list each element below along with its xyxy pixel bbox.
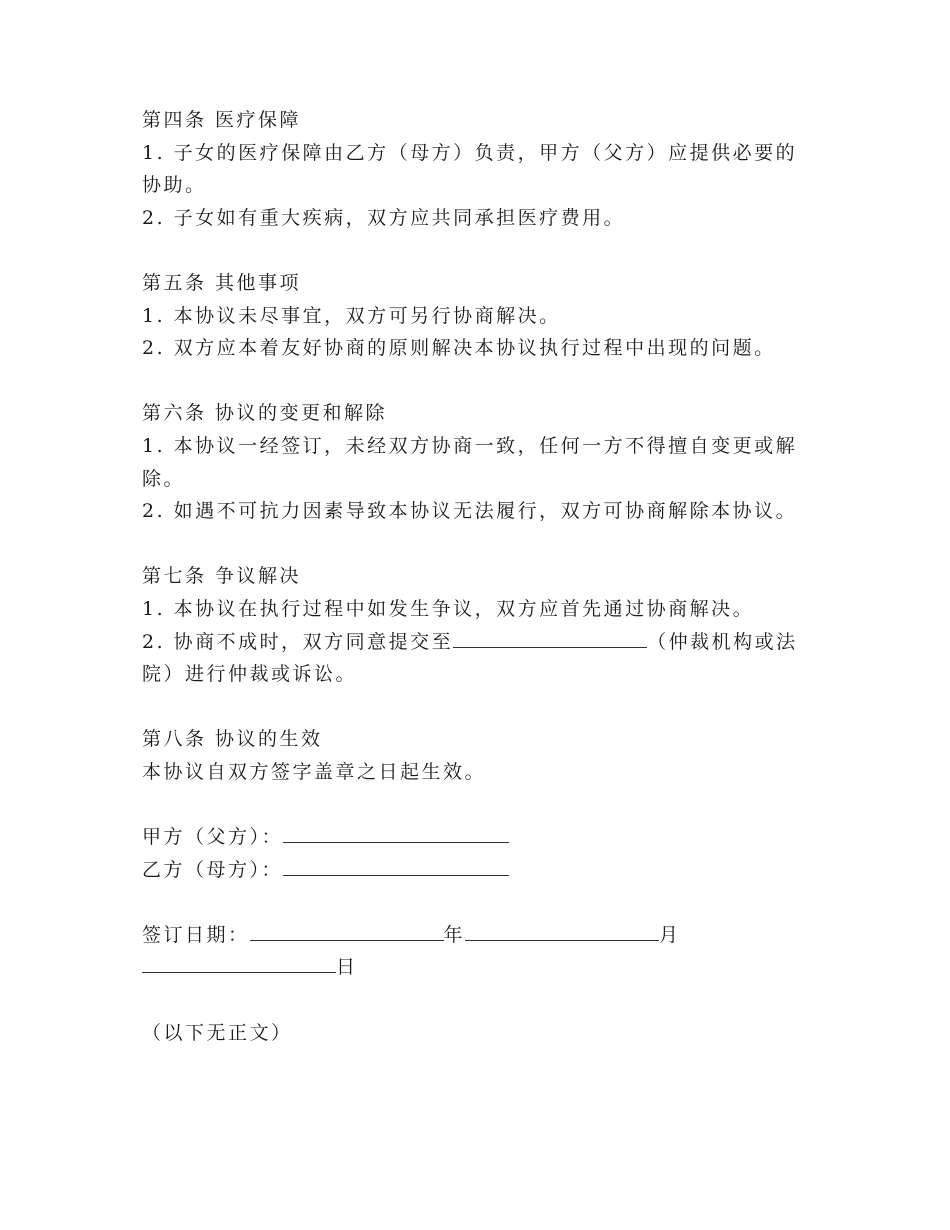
party-a-label: 甲方（父方）： — [142, 826, 284, 849]
clause-line-with-blank — [142, 626, 822, 659]
closing-note: （以下无正文） — [142, 1021, 293, 1044]
clause-line: 2. 子女如有重大疾病，双方应共同承担医疗费用。 — [142, 206, 626, 229]
month-field[interactable] — [465, 920, 659, 941]
clause-line: 1. 本协议未尽事宜，双方可另行协商解决。 — [142, 304, 561, 327]
signing-date-block — [142, 919, 822, 984]
clause-line: 2. 双方应本着友好协商的原则解决本协议执行过程中出现的问题。 — [142, 337, 776, 360]
spacer — [142, 984, 822, 1017]
article-heading: 第七条 争议解决 — [142, 565, 302, 588]
clause-line: 2. 如遇不可抗力因素导致本协议无法履行，双方可协商解除本协议。 — [142, 500, 798, 523]
article-heading: 第六条 协议的变更和解除 — [142, 402, 388, 425]
clause-line: 1. 子女的医疗保障由乙方（母方）负责，甲方（父方）应提供必要的 — [142, 141, 798, 164]
party-b-signature-field[interactable] — [283, 855, 509, 876]
spacer — [142, 788, 822, 821]
spacer — [142, 365, 822, 398]
year-field[interactable] — [250, 920, 444, 941]
article-heading: 第五条 其他事项 — [142, 271, 302, 294]
court-blank-field[interactable] — [453, 627, 647, 648]
article-heading: 第四条 医疗保障 — [142, 109, 302, 131]
clause-line: 1. 本协议一经签订，未经双方协商一致，任何一方不得擅自变更或解 — [142, 434, 798, 457]
clause-line: 本协议自双方签字盖章之日起生效。 — [142, 760, 487, 783]
party-b-label: 乙方（母方）： — [142, 858, 284, 881]
signing-date-label: 签订日期： — [142, 923, 250, 946]
party-a-signature-line — [142, 821, 822, 854]
spacer — [142, 234, 822, 267]
party-a-signature-field[interactable] — [283, 822, 509, 843]
signing-date-line — [142, 951, 822, 984]
court-clause-suffix: （仲裁机构或法 — [647, 630, 798, 653]
spacer — [142, 691, 822, 724]
spacer — [142, 528, 822, 561]
clause-line: 协助。 — [142, 174, 207, 197]
article-heading: 第八条 协议的生效 — [142, 728, 323, 751]
party-b-signature-line — [142, 854, 822, 887]
year-label: 年 — [443, 923, 466, 946]
signing-date-line — [142, 919, 822, 952]
day-label: 日 — [336, 956, 358, 979]
article-7 — [142, 560, 822, 690]
clause-line: 除。 — [142, 467, 186, 490]
day-field[interactable] — [142, 952, 336, 973]
clause-line: 1. 本协议在执行过程中如发生争议，双方应首先通过协商解决。 — [142, 597, 755, 620]
court-clause-prefix: 2. 协商不成时，双方同意提交至 — [142, 630, 454, 653]
spacer — [142, 886, 822, 919]
signature-block — [142, 821, 822, 886]
article-8 — [142, 723, 822, 788]
month-label: 月 — [659, 923, 681, 946]
article-6 — [142, 397, 822, 527]
article-5 — [142, 267, 822, 365]
clause-line: 院）进行仲裁或诉讼。 — [142, 663, 358, 686]
article-4 — [142, 104, 822, 234]
document-body — [142, 104, 822, 1049]
